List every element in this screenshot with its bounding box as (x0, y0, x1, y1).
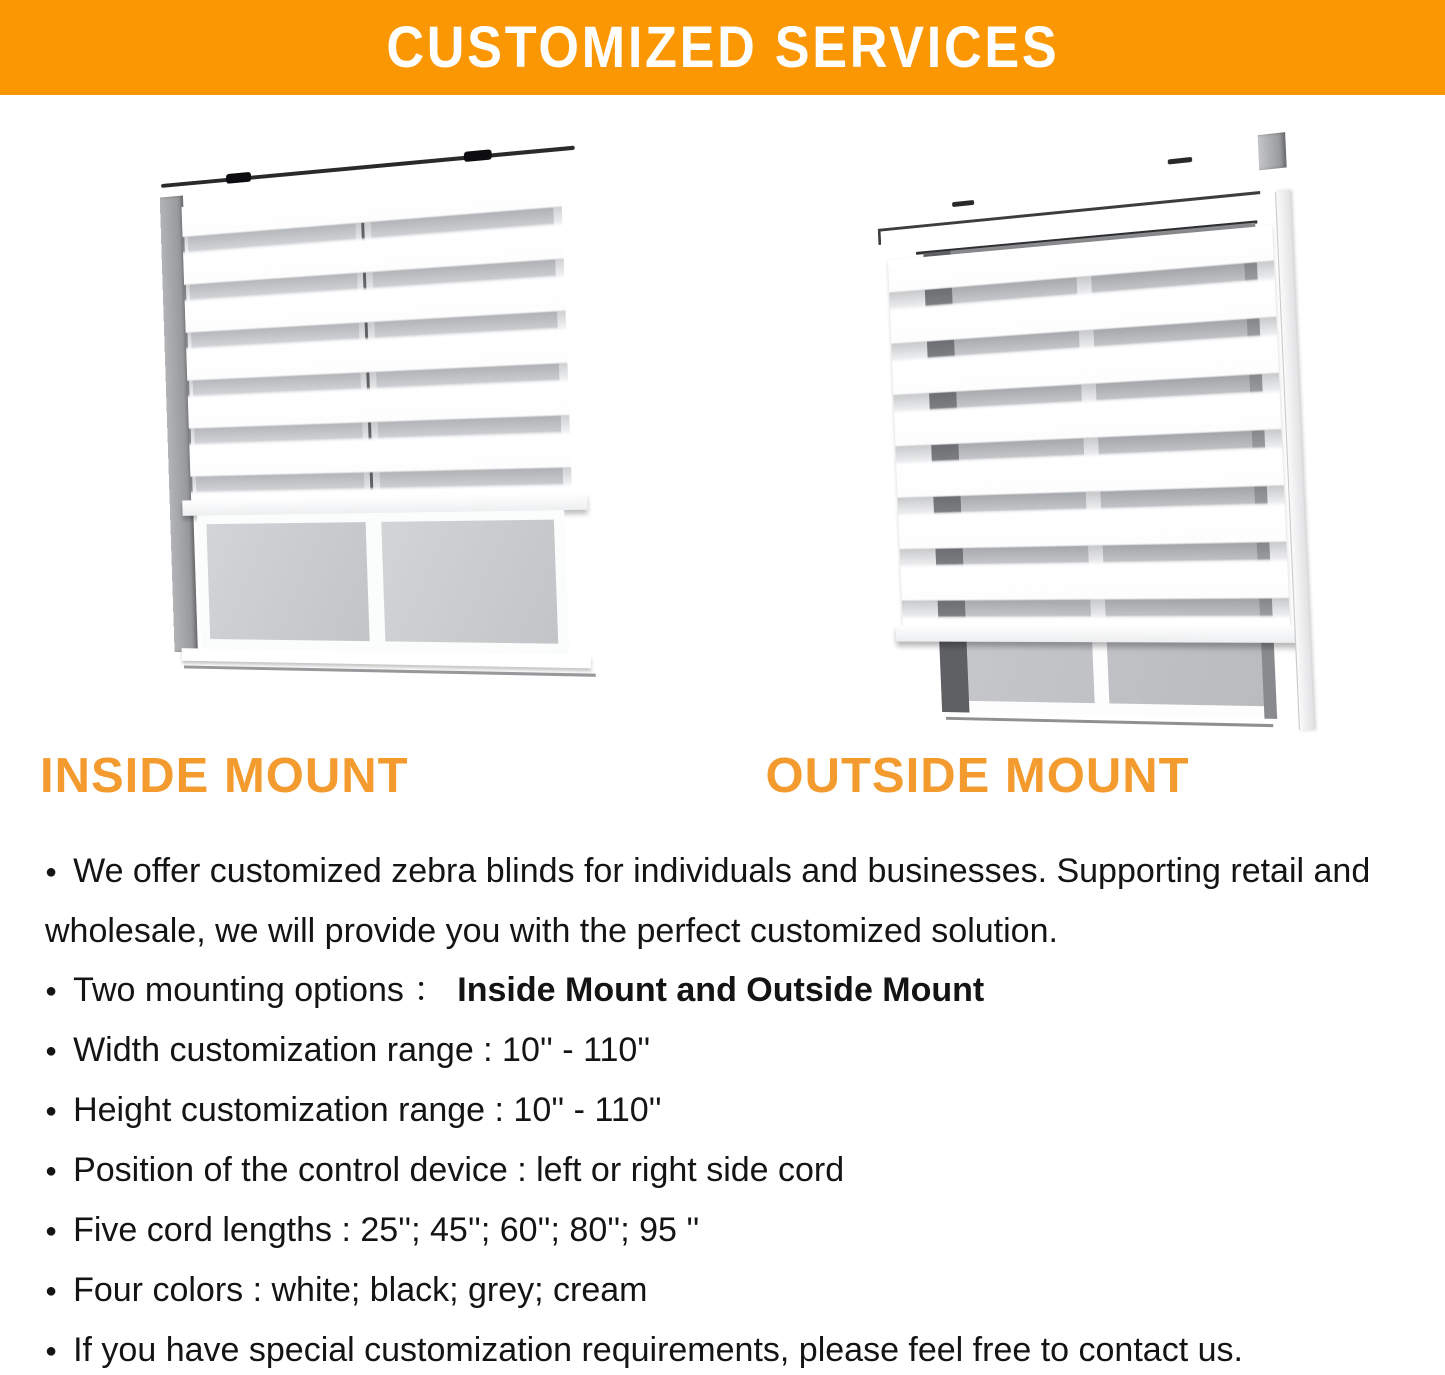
wall-mark-icon (1167, 157, 1192, 165)
bullet-icon: ● (45, 1160, 58, 1182)
zebra-blind-fabric (182, 174, 573, 500)
wall-mark-icon (952, 200, 974, 207)
feature-text: Two mounting options ： (73, 971, 448, 1009)
rod-clip-icon (226, 172, 251, 184)
feature-text: We offer customized zebra blinds for individuals and businesses. Supporting retail and wholesale, we will provide you with the perfect customized solution. (45, 852, 1371, 950)
feature-item (45, 961, 1417, 1021)
inside-mount-label: INSIDE MOUNT (40, 749, 409, 803)
blind-bottom-rail (895, 625, 1301, 643)
feature-list (45, 842, 1417, 1375)
glass-pane (207, 522, 370, 641)
labels-row (0, 748, 1445, 804)
outside-mount-label-column (723, 748, 1445, 804)
outside-mount-scene (872, 117, 1358, 740)
outside-mount-column (723, 95, 1445, 755)
bullet-icon: ● (45, 861, 58, 883)
mounting-bracket (1257, 132, 1286, 170)
feature-text: Four colors : white; black; grey; cream (73, 1271, 648, 1309)
zebra-blind-fabric (888, 225, 1290, 625)
feature-item (45, 1141, 1417, 1201)
feature-text: Position of the control device : left or right side cord (73, 1151, 845, 1189)
feature-item (45, 842, 1417, 961)
feature-text: Width customization range : 10'' - 110'' (73, 1031, 651, 1069)
bullet-icon: ● (45, 1340, 58, 1362)
feature-text-emphasis: Inside Mount and Outside Mount (457, 971, 985, 1009)
banner-title: CUSTOMIZED SERVICES (385, 15, 1059, 80)
inside-mount-scene (159, 131, 599, 697)
feature-item (45, 1201, 1417, 1261)
feature-text: Five cord lengths : 25''; 45''; 60''; 80''; 95 '' (73, 1211, 700, 1249)
feature-item (45, 1021, 1417, 1081)
window-sill-edge (946, 717, 1273, 727)
bullet-icon: ● (45, 980, 58, 1002)
banner (0, 0, 1445, 95)
figures-row (0, 95, 1445, 755)
inside-mount-image (153, 151, 583, 691)
bullet-icon: ● (45, 1280, 58, 1302)
feature-item (45, 1081, 1417, 1141)
outside-mount-image (866, 143, 1336, 733)
outside-mount-label: OUTSIDE MOUNT (765, 749, 1190, 803)
bullet-icon: ● (45, 1040, 58, 1062)
feature-text: If you have special customization requirements, please feel free to contact us. (73, 1331, 1243, 1369)
glass-pane (382, 520, 559, 644)
inside-mount-label-column (0, 748, 723, 804)
bullet-icon: ● (45, 1220, 58, 1242)
bullet-icon: ● (45, 1100, 58, 1122)
feature-item (45, 1261, 1417, 1321)
feature-text: Height customization range : 10'' - 110'' (73, 1091, 662, 1129)
inside-mount-column (0, 95, 723, 755)
window-lower-panes (197, 510, 569, 654)
feature-item (45, 1321, 1417, 1375)
rod-clip-icon (464, 149, 492, 162)
